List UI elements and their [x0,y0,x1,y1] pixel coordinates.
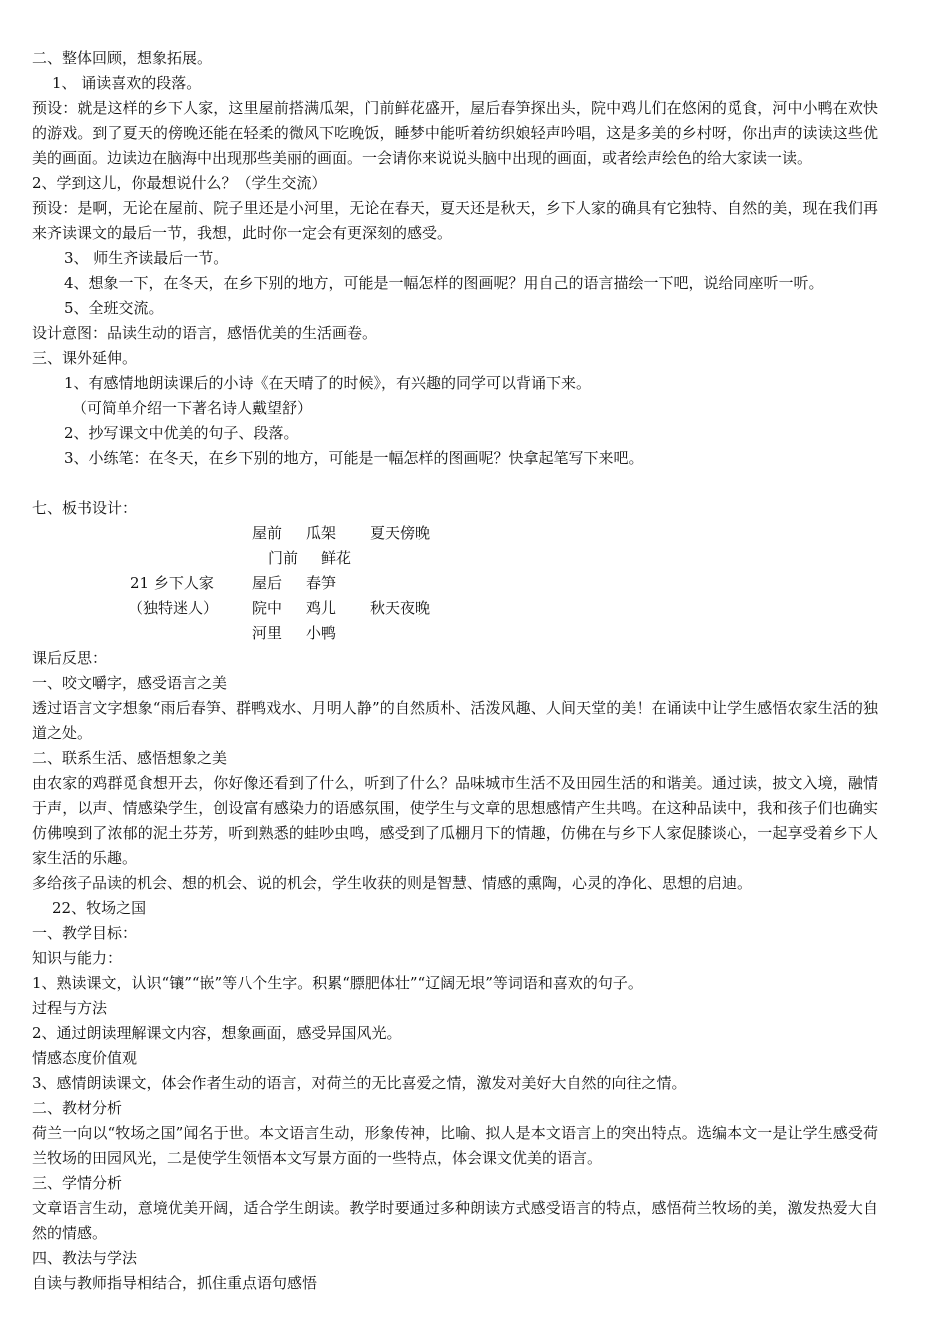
list-item: 2、学到这儿，你最想说什么？（学生交流） [32,174,327,192]
list-item: 4、想象一下，在冬天，在乡下别的地方，可能是一幅怎样的图画呢？用自己的语言描绘一下吧，说给同座听一听。 [64,274,824,292]
paragraph: 荷兰一向以“牧场之国”闻名于世。本文语言生动，形象传神，比喻、拟人是本文语言上的突出特点。选编本文一是让学生感受荷兰牧场的田园风光，二是使学生领悟本文写景方面的一些特点，体会课文优美的语言。 [32,1124,878,1167]
paragraph: 预设：就是这样的乡下人家，这里屋前搭满瓜架，门前鲜花盛开，屋后春笋探出头，院中鸡儿们在悠闲的觅食，河中小鸭在欢快的游戏。到了夏天的傍晚还能在轻柔的微风下吃晚饭，睡梦中能听着纺织娘轻声吟唱，这是多美的乡村呀，你出声的读读这些优美的画面。边读边在脑海中出现那些美丽的画面。一会请你来说说头脑中出现的画面，或者绘声绘色的给大家读一读。 [32,99,878,167]
list-item: 3、感情朗读课文，体会作者生动的语言，对荷兰的无比喜爱之情，激发对美好大自然的向往之情。 [32,1074,687,1092]
board-item: 鸡儿 [306,599,337,617]
paragraph: 预设：是啊，无论在屋前、院子里还是小河里，无论在春天，夏天还是秋天，乡下人家的确具有它独特、自然的美，现在我们再来齐读课文的最后一节，我想，此时你一定会有更深刻的感受。 [32,199,878,242]
lesson-title: 22、牧场之国 [52,899,147,917]
section-heading: 二、整体回顾，想象拓展。 [32,49,213,67]
list-item: 1、有感情地朗读课后的小诗《在天晴了的时候》，有兴趣的同学可以背诵下来。 [64,374,592,392]
board-item: 春笋 [306,574,337,592]
blank-line [32,471,878,496]
paragraph: 由农家的鸡群觅食想开去，你好像还看到了什么，听到了什么？品味城市生活不及田园生活的和谐美。通过读，披文入境，融情于声，以声、情感染学生，创设富有感染力的语感氛围，使学生与文章的思想感情产生共鸣。在这种品读中，我和孩子们也确实仿佛嗅到了浓郁的泥土芬芳，听到熟悉的蛙吵虫鸣，感受到了瓜棚月下的情趣，仿佛在与乡下人家促膝谈心，一起享受着乡下人家生活的乐趣。 [32,774,878,867]
reflection-heading: 课后反思： [32,649,108,667]
note: （可简单介绍一下著名诗人戴望舒） [72,399,313,417]
list-item: 1、 诵读喜欢的段落。 [52,74,202,92]
paragraph: 文章语言生动，意境优美开阔，适合学生朗读。教学时要通过多种朗读方式感受语言的特点，感悟荷兰牧场的美，激发热爱大自然的情感。 [32,1199,878,1242]
paragraph: 透过语言文字想象“雨后春笋、群鸭戏水、月明人静”的自然质朴、活泼风趣、人间天堂的美！在诵读中让学生感悟农家生活的独道之处。 [32,699,878,742]
board-place: 屋前 [252,524,283,542]
list-item: 2、抄写课文中优美的句子、段落。 [64,424,299,442]
board-design [32,521,878,646]
design-intent: 设计意图：品读生动的语言，感悟优美的生活画卷。 [32,324,378,342]
section-heading: 三、学情分析 [32,1174,123,1192]
list-item: 2、通过朗读理解课文内容，想象画面，感受异国风光。 [32,1024,402,1042]
section-heading: 一、教学目标： [32,924,138,942]
board-item: 鲜花 [321,549,352,567]
subheading: 过程与方法 [32,999,108,1017]
board-subtitle: （独特迷人） [128,599,219,617]
board-title: 21 乡下人家 [130,574,214,592]
subheading: 情感态度价值观 [32,1049,138,1067]
section-heading: 一、咬文嚼字，感受语言之美 [32,674,228,692]
list-item: 5、全班交流。 [64,299,164,317]
document-page [32,46,878,1296]
board-item: 瓜架 [306,524,337,542]
board-item: 小鸭 [306,624,337,642]
section-heading: 四、教法与学法 [32,1249,138,1267]
board-place: 河里 [252,624,283,642]
list-item: 1、熟读课文，认识“镶”“嵌”等八个生字。积累“膘肥体壮”“辽阔无垠”等词语和喜欢的句子。 [32,974,643,992]
paragraph: 多给孩子品读的机会、想的机会、说的机会，学生收获的则是智慧、情感的熏陶，心灵的净化、思想的启迪。 [32,874,753,892]
board-season: 夏天傍晚 [370,524,431,542]
list-item: 3、小练笔：在冬天，在乡下别的地方，可能是一幅怎样的图画呢？快拿起笔写下来吧。 [64,449,644,467]
section-heading: 二、联系生活、感悟想象之美 [32,749,228,767]
board-place: 门前 [268,549,299,567]
section-heading: 二、教材分析 [32,1099,123,1117]
board-place: 屋后 [252,574,283,592]
board-season: 秋天夜晚 [370,599,431,617]
paragraph: 自读与教师指导相结合，抓住重点语句感悟 [32,1274,318,1292]
board-place: 院中 [252,599,283,617]
list-item: 3、 师生齐读最后一节。 [64,249,229,267]
subheading: 知识与能力： [32,949,123,967]
section-heading: 三、课外延伸。 [32,349,138,367]
board-heading: 七、板书设计： [32,499,138,517]
